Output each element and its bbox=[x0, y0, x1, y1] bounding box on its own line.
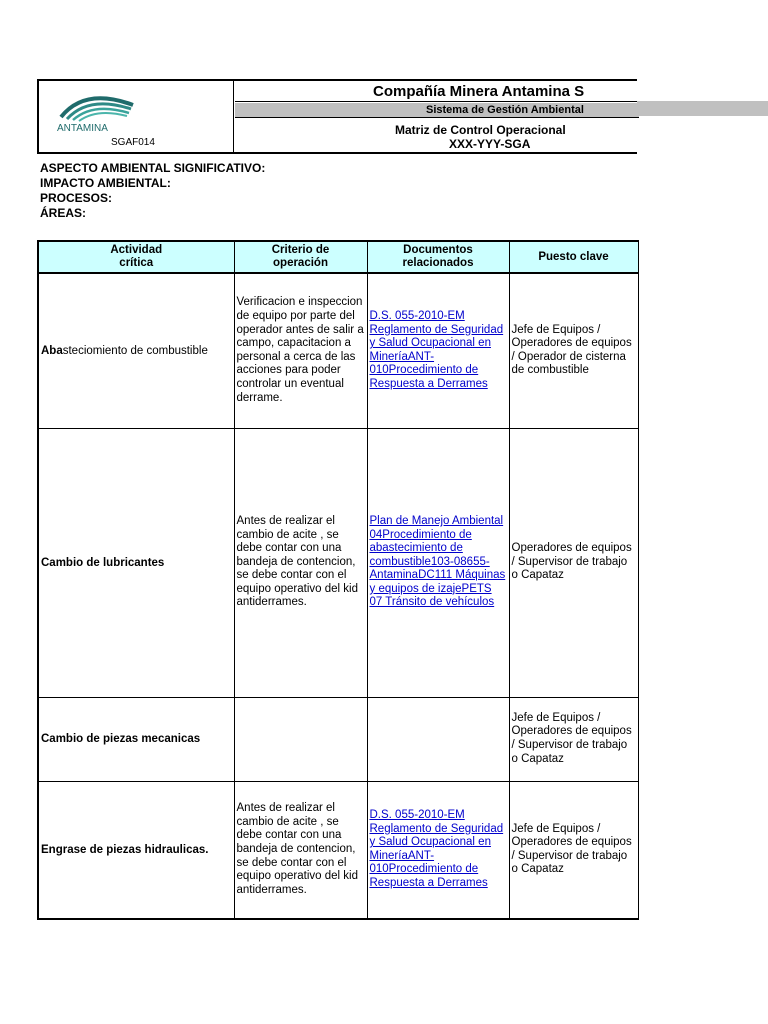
column-header: Puesto clave bbox=[509, 241, 638, 273]
position-cell: Jefe de Equipos / Operadores de equipos / Supervisor de trabajo o Capataz bbox=[509, 697, 638, 781]
document-link[interactable] bbox=[367, 697, 509, 781]
position-cell: Jefe de Equipos / Operadores de equipos / Supervisor de trabajo o Capataz bbox=[509, 781, 638, 919]
info-labels bbox=[40, 161, 265, 221]
document-link[interactable]: D.S. 055-2010-EM Reglamento de Seguridad y Salud Ocupacional en MineríaANT-010Procedimiento de Respuesta a Derrames bbox=[367, 273, 509, 428]
column-header: Documentos relacionados bbox=[367, 241, 509, 273]
matrix-code: XXX-YYY-SGA bbox=[449, 137, 531, 151]
document-title bbox=[235, 119, 639, 154]
position-cell: Jefe de Equipos / Operadores de equipos / Operador de cisterna de combustible bbox=[509, 273, 638, 428]
matrix-title: Matriz de Control Operacional bbox=[395, 123, 566, 137]
document-header bbox=[37, 79, 637, 154]
activity-cell: Cambio de lubricantes bbox=[38, 428, 234, 697]
areas-label: ÁREAS: bbox=[40, 206, 87, 220]
criterion-cell: Antes de realizar el cambio de acite , se debe contar con una bandeja de contencion, se debe contar con el equipo operativo del kid antiderrames. bbox=[234, 781, 367, 919]
company-name: Compañía Minera Antamina S bbox=[235, 81, 639, 102]
criterion-cell: Antes de realizar el cambio de acite , se debe contar con una bandeja de contencion, se debe contar con el equipo operativo del kid antiderrames. bbox=[234, 428, 367, 697]
table-row bbox=[38, 781, 638, 919]
activity-cell: Abasteciomiento de combustible bbox=[38, 273, 234, 428]
aspect-label: ASPECTO AMBIENTAL SIGNIFICATIVO: bbox=[40, 161, 266, 175]
table-row bbox=[38, 273, 638, 428]
table-header-row bbox=[38, 241, 638, 273]
column-header: Criterio de operación bbox=[234, 241, 367, 273]
column-header: Actividad crítica bbox=[38, 241, 234, 273]
document-link[interactable]: D.S. 055-2010-EM Reglamento de Seguridad y Salud Ocupacional en MineríaANT-010Procedimiento de Respuesta a Derrames bbox=[367, 781, 509, 919]
control-matrix-table bbox=[37, 240, 639, 920]
form-code: SGAF014 bbox=[111, 137, 155, 148]
table-row bbox=[38, 428, 638, 697]
antamina-logo-icon bbox=[55, 87, 137, 133]
table-row bbox=[38, 697, 638, 781]
position-cell: Operadores de equipos / Supervisor de trabajo o Capataz bbox=[509, 428, 638, 697]
header-band-extension bbox=[637, 101, 768, 116]
criterion-cell bbox=[234, 697, 367, 781]
system-name: Sistema de Gestión Ambiental bbox=[235, 103, 639, 118]
document-link[interactable]: Plan de Manejo Ambiental 04Procedimiento de abastecimiento de combustible103-08655-AntaminaDC111 Máquinas y equipos de izajePETS 07 Tránsito de vehículos bbox=[367, 428, 509, 697]
svg-text:ANTAMINA: ANTAMINA bbox=[57, 123, 108, 133]
activity-cell: Engrase de piezas hidraulicas. bbox=[38, 781, 234, 919]
impact-label: IMPACTO AMBIENTAL: bbox=[40, 176, 171, 190]
processes-label: PROCESOS: bbox=[40, 191, 113, 205]
criterion-cell: Verificacion e inspeccion de equipo por parte del operador antes de salir a campo, capacitacion a personal a cerca de las acciones para poder controlar un eventual derrame. bbox=[234, 273, 367, 428]
logo-cell bbox=[39, 81, 234, 152]
activity-cell: Cambio de piezas mecanicas bbox=[38, 697, 234, 781]
